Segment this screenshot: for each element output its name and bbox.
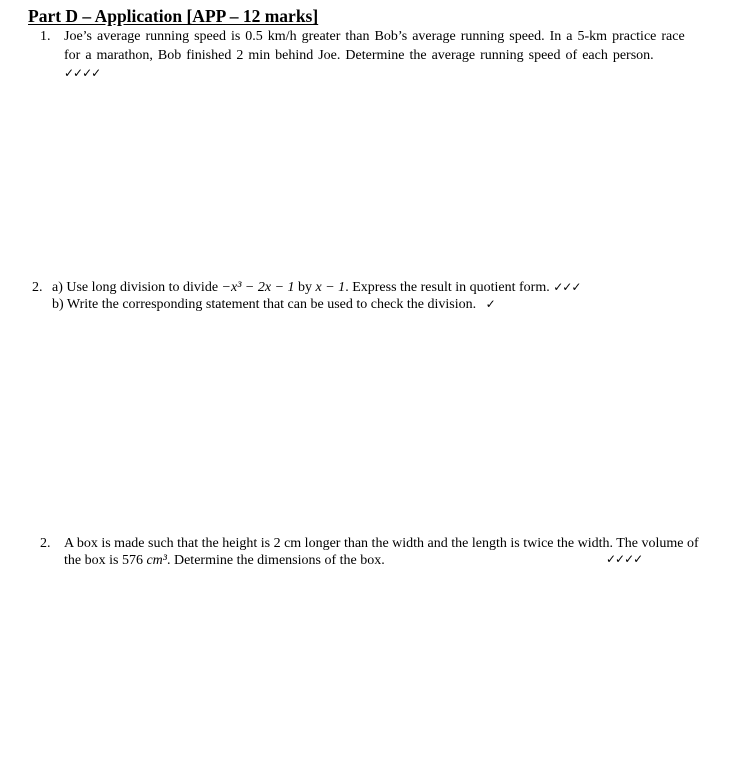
mark-ticks: ✓✓✓ <box>553 280 581 294</box>
question-number: 1. <box>40 29 51 44</box>
section-title: Part D – Application [APP – 12 marks] <box>28 6 319 26</box>
part-a-prefix: a) Use long division to divide <box>52 280 219 295</box>
math-unit: cm³ <box>146 553 167 568</box>
part-b-text: b) Write the corresponding statement that can be used to check the division. <box>52 297 477 312</box>
question-text-line: A box is made such that the height is 2 cm longer than the width and the length is twice the width. The volume of <box>64 536 699 551</box>
math-expression: −x³ − 2x − 1 <box>221 280 295 295</box>
mark-ticks: ✓✓✓✓ <box>64 66 101 80</box>
mark-ticks: ✓✓✓✓ <box>606 552 643 566</box>
part-a-suffix: . Express the result in quotient form. <box>345 280 550 295</box>
question-part-b <box>52 295 495 314</box>
math-expression: x − 1 <box>315 280 346 295</box>
question-text-line <box>64 551 385 570</box>
line-prefix: the box is 576 <box>64 553 143 568</box>
question-number: 2. <box>40 536 51 551</box>
mark-ticks: ✓ <box>485 297 495 311</box>
question-text-line: Joe’s average running speed is 0.5 km/h greater than Bob’s average running speed. In a 5-km practice race <box>64 29 685 44</box>
line-suffix: . Determine the dimensions of the box. <box>166 553 385 568</box>
question-text-line: for a marathon, Bob finished 2 min behind Joe. Determine the average running speed of each person. <box>64 48 654 63</box>
question-number: 2. <box>32 280 43 295</box>
part-a-by: by <box>298 280 313 295</box>
